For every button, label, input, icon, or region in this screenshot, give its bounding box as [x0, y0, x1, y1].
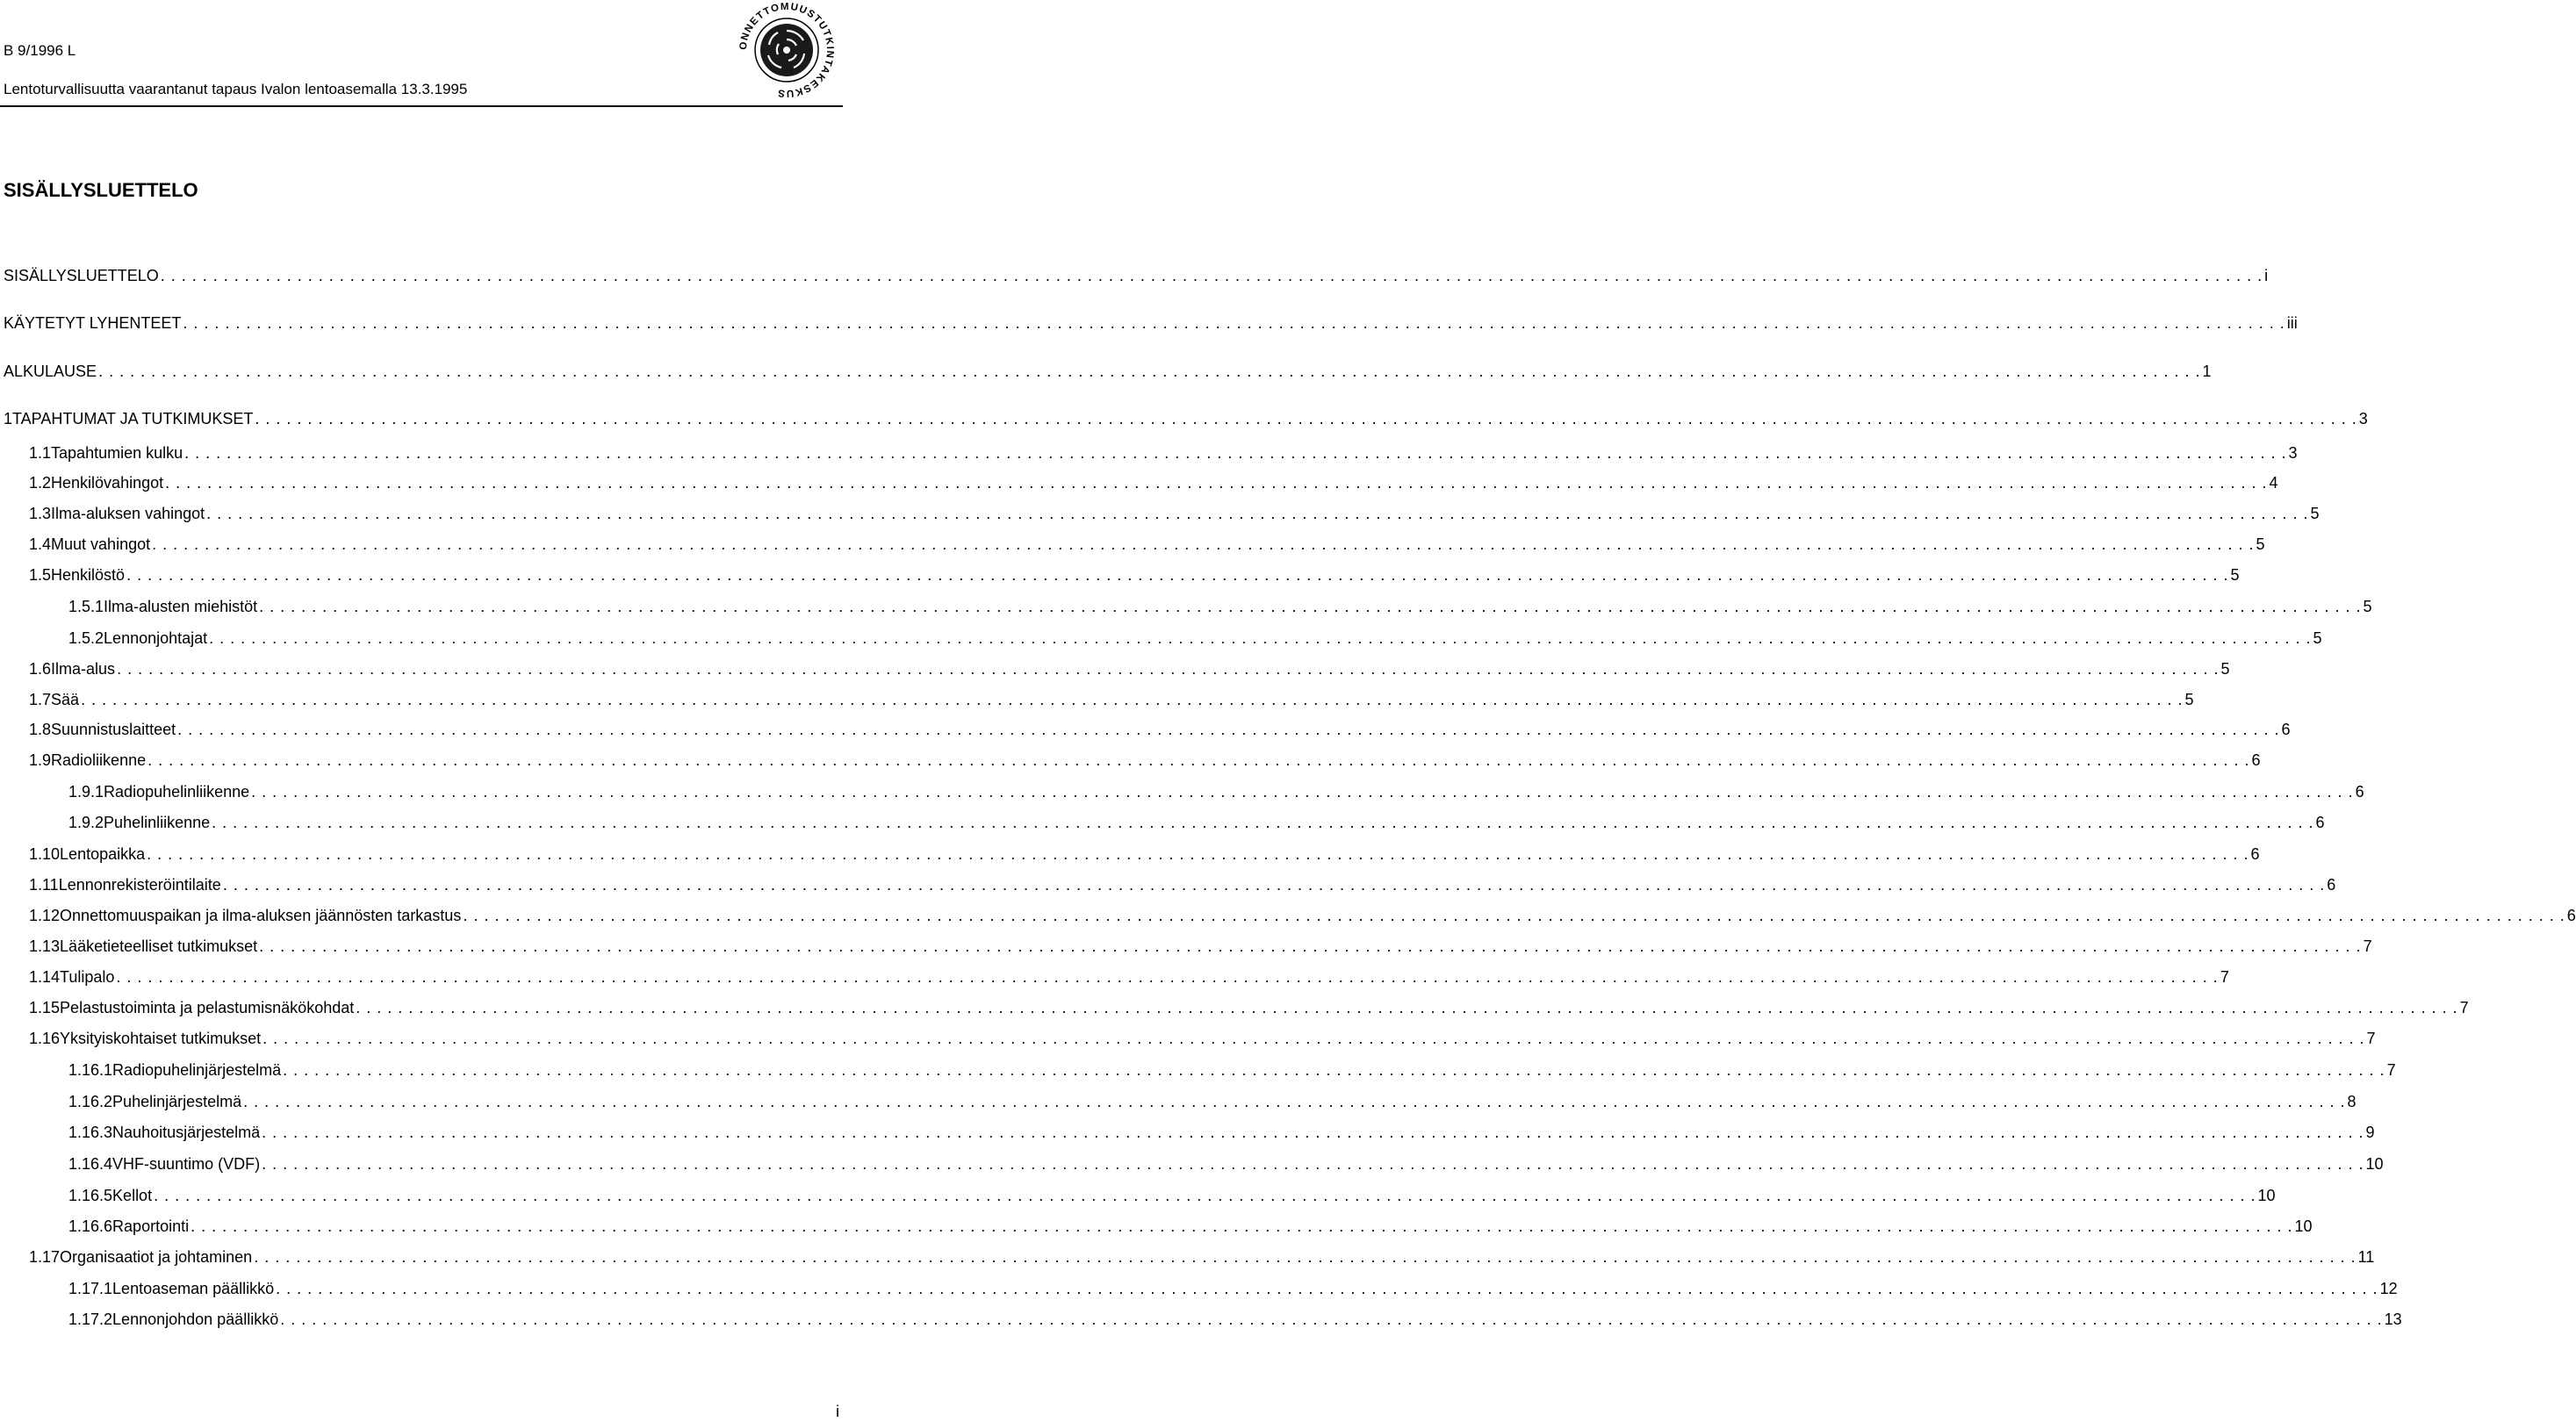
toc-dot-leader: . . . . . . . . . . . . . . . . . . . . . . . . . . . . . . . . . . . . . . . . . . . . . . . . . . . . . . . . . . . . . . . . . . . . . . . . . . . . . . . . . . . . . . . . . . . . . . . . . . . . . . . . . . . . . . . . . . . . . . . . . . . . . . . . . . . . . . . . . . . . . . . . . . . . . . . . . . . . . . . . . . . . . . . . . . . . . . . . . . . . . . . . . . . . . . . . . . . . . . . . [259, 598, 2362, 615]
toc-dot-leader: . . . . . . . . . . . . . . . . . . . . . . . . . . . . . . . . . . . . . . . . . . . . . . . . . . . . . . . . . . . . . . . . . . . . . . . . . . . . . . . . . . . . . . . . . . . . . . . . . . . . . . . . . . . . . . . . . . . . . . . . . . . . . . . . . . . . . . . . . . . . . . . . . . . . . . . . . . . . . . . . . . . . . . . . . . . . . . . . . . . . . . . . . . . . . . . . . . . . . . . . [209, 629, 2312, 647]
toc-entry-title: Puhelinjärjestelmä [112, 1093, 242, 1110]
toc-entry-page: 4 [2269, 474, 2278, 492]
toc-entry-number: 1.3 [29, 505, 52, 522]
toc-entry[interactable] [0, 562, 2240, 588]
toc-entry[interactable] [0, 686, 2194, 713]
toc-entry-number: 1.6 [29, 660, 52, 678]
toc-entry-number: 1.17.2 [68, 1311, 113, 1328]
toc-entry[interactable] [0, 358, 2212, 384]
toc-dot-leader: . . . . . . . . . . . . . . . . . . . . . . . . . . . . . . . . . . . . . . . . . . . . . . . . . . . . . . . . . . . . . . . . . . . . . . . . . . . . . . . . . . . . . . . . . . . . . . . . . . . . . . . . . . . . . . . . . . . . . . . . . . . . . . . . . . . . . . . . . . . . . . . . . . . . . . . . . . . . . . . . . . . . . . . . . . . . . . . . . . . . . . . . . . . . . . . . . . . . . . . . [280, 1311, 2383, 1328]
toc-entry[interactable] [0, 625, 2322, 651]
toc-entry-page: 9 [2365, 1124, 2375, 1141]
toc-entry-page: 1 [2202, 363, 2212, 380]
toc-dot-leader: . . . . . . . . . . . . . . . . . . . . . . . . . . . . . . . . . . . . . . . . . . . . . . . . . . . . . . . . . . . . . . . . . . . . . . . . . . . . . . . . . . . . . . . . . . . . . . . . . . . . . . . . . . . . . . . . . . . . . . . . . . . . . . . . . . . . . . . . . . . . . . . . . . . . . . . . . . . . . . . . . . . . . . . . . . . . . . . . . . . . . . . . . . . . . . . . . . . . . . . . [255, 410, 2357, 427]
toc-entry[interactable] [0, 500, 2320, 527]
toc-entry-page: 5 [2230, 566, 2240, 584]
toc-entry-line [29, 747, 2261, 773]
toc-entry-page: 6 [2566, 907, 2576, 924]
toc-entry-title: Pelastustoiminta ja pelastumisnäkökohdat [60, 999, 355, 1016]
toc-dot-leader: . . . . . . . . . . . . . . . . . . . . . . . . . . . . . . . . . . . . . . . . . . . . . . . . . . . . . . . . . . . . . . . . . . . . . . . . . . . . . . . . . . . . . . . . . . . . . . . . . . . . . . . . . . . . . . . . . . . . . . . . . . . . . . . . . . . . . . . . . . . . . . . . . . . . . . . . . . . . . . . . . . . . . . . . . . . . . . . . . . . . . . . . . . . . . . . . . . . . . . . . [212, 814, 2314, 831]
toc-entry-page: 5 [2313, 629, 2322, 647]
toc-entry-number: 1.5 [29, 566, 52, 584]
toc-entry-number: 1.5.2 [68, 629, 104, 647]
toc-dot-leader: . . . . . . . . . . . . . . . . . . . . . . . . . . . . . . . . . . . . . . . . . . . . . . . . . . . . . . . . . . . . . . . . . . . . . . . . . . . . . . . . . . . . . . . . . . . . . . . . . . . . . . . . . . . . . . . . . . . . . . . . . . . . . . . . . . . . . . . . . . . . . . . . . . . . . . . . . . . . . . . . . . . . . . . . . . . . . . . . . . . . . . . . . . . . . . . . . . . . . . . . [183, 314, 2285, 332]
toc-entry-number: 1.9.2 [68, 814, 104, 831]
toc-entry-line [68, 1182, 2276, 1209]
toc-entry[interactable] [0, 1275, 2398, 1302]
toc-entry-title: Ilma-alus [51, 660, 116, 678]
toc-entry-line [29, 716, 2291, 743]
toc-entry-title: Lennonjohdon päällikkö [112, 1311, 279, 1328]
toc-entry-title: Ilma-alusten miehistöt [104, 598, 258, 615]
toc-entry-page: 10 [2257, 1187, 2276, 1204]
toc-entry[interactable] [0, 809, 2325, 836]
toc-entry-page: 12 [2379, 1280, 2398, 1297]
toc-entry-line [68, 1088, 2357, 1115]
toc-entry-page: 5 [2220, 660, 2230, 678]
toc-entry-page: 7 [2363, 937, 2372, 955]
toc-entry-title: Tapahtumien kulku [51, 444, 183, 462]
toc-entry-page: 7 [2220, 968, 2229, 986]
toc-entry-title: Henkilöstö [51, 566, 126, 584]
toc-entry-title: Kellot [112, 1187, 153, 1204]
toc-dot-leader: . . . . . . . . . . . . . . . . . . . . . . . . . . . . . . . . . . . . . . . . . . . . . . . . . . . . . . . . . . . . . . . . . . . . . . . . . . . . . . . . . . . . . . . . . . . . . . . . . . . . . . . . . . . . . . . . . . . . . . . . . . . . . . . . . . . . . . . . . . . . . . . . . . . . . . . . . . . . . . . . . . . . . . . . . . . . . . . . . . . . . . . . . . . . . . . . . . . . . . . . [356, 999, 2458, 1016]
toc-entry[interactable] [0, 1088, 2357, 1115]
toc-entry-number: 1.17 [29, 1248, 61, 1266]
toc-entry[interactable] [0, 747, 2261, 773]
toc-entry-page: iii [2286, 314, 2298, 332]
toc-entry-title: Ilma-aluksen vahingot [51, 505, 205, 522]
toc-dot-leader: . . . . . . . . . . . . . . . . . . . . . . . . . . . . . . . . . . . . . . . . . . . . . . . . . . . . . . . . . . . . . . . . . . . . . . . . . . . . . . . . . . . . . . . . . . . . . . . . . . . . . . . . . . . . . . . . . . . . . . . . . . . . . . . . . . . . . . . . . . . . . . . . . . . . . . . . . . . . . . . . . . . . . . . . . . . . . . . . . . . . . . . . . . . . . . . . . . . . . . . . [152, 535, 2255, 553]
toc-entry-number: 1.16.5 [68, 1187, 113, 1204]
toc-entry-page: 3 [2288, 444, 2298, 462]
report-code: B 9/1996 L [4, 42, 76, 59]
toc-entry-line [29, 531, 2265, 557]
toc-dot-leader: . . . . . . . . . . . . . . . . . . . . . . . . . . . . . . . . . . . . . . . . . . . . . . . . . . . . . . . . . . . . . . . . . . . . . . . . . . . . . . . . . . . . . . . . . . . . . . . . . . . . . . . . . . . . . . . . . . . . . . . . . . . . . . . . . . . . . . . . . . . . . . . . . . . . . . . . . . . . . . . . . . . . . . . . . . . . . . . . . . . . . . . . . . . . . . . . . . . . . . . . [165, 474, 2268, 492]
toc-entry-line [4, 406, 2368, 432]
toc-entry-page: 6 [2327, 876, 2336, 894]
svg-text:ONNETTOMUUSTUTKINTAKESKUS: ONNETTOMUUSTUTKINTAKESKUS [738, 2, 836, 98]
toc-entry[interactable] [0, 1057, 2396, 1083]
toc-dot-leader: . . . . . . . . . . . . . . . . . . . . . . . . . . . . . . . . . . . . . . . . . . . . . . . . . . . . . . . . . . . . . . . . . . . . . . . . . . . . . . . . . . . . . . . . . . . . . . . . . . . . . . . . . . . . . . . . . . . . . . . . . . . . . . . . . . . . . . . . . . . . . . . . . . . . . . . . . . . . . . . . . . . . . . . . . . . . . . . . . . . . . . . . . . . . . . . . . . . . . . . . [148, 751, 2250, 769]
toc-dot-leader: . . . . . . . . . . . . . . . . . . . . . . . . . . . . . . . . . . . . . . . . . . . . . . . . . . . . . . . . . . . . . . . . . . . . . . . . . . . . . . . . . . . . . . . . . . . . . . . . . . . . . . . . . . . . . . . . . . . . . . . . . . . . . . . . . . . . . . . . . . . . . . . . . . . . . . . . . . . . . . . . . . . . . . . . . . . . . . . . . . . . . . . . . . . . . . . . . . . . . . . . [276, 1280, 2378, 1297]
toc-dot-leader: . . . . . . . . . . . . . . . . . . . . . . . . . . . . . . . . . . . . . . . . . . . . . . . . . . . . . . . . . . . . . . . . . . . . . . . . . . . . . . . . . . . . . . . . . . . . . . . . . . . . . . . . . . . . . . . . . . . . . . . . . . . . . . . . . . . . . . . . . . . . . . . . . . . . . . . . . . . . . . . . . . . . . . . . . . . . . . . . . . . . . . . . . . . . . . . . . . . . . . . . [177, 721, 2280, 738]
toc-entry-line [29, 562, 2240, 588]
toc-dot-leader: . . . . . . . . . . . . . . . . . . . . . . . . . . . . . . . . . . . . . . . . . . . . . . . . . . . . . . . . . . . . . . . . . . . . . . . . . . . . . . . . . . . . . . . . . . . . . . . . . . . . . . . . . . . . . . . . . . . . . . . . . . . . . . . . . . . . . . . . . . . . . . . . . . . . . . . . . . . . . . . . . . . . . . . . . . . . . . . . . . . . . . . . . . . . . . . . . . . . . . . . [262, 1155, 2364, 1173]
toc-entry-line [29, 902, 2576, 929]
toc-entry-number: 1.1 [29, 444, 52, 462]
toc-dot-leader: . . . . . . . . . . . . . . . . . . . . . . . . . . . . . . . . . . . . . . . . . . . . . . . . . . . . . . . . . . . . . . . . . . . . . . . . . . . . . . . . . . . . . . . . . . . . . . . . . . . . . . . . . . . . . . . . . . . . . . . . . . . . . . . . . . . . . . . . . . . . . . . . . . . . . . . . . . . . . . . . . . . . . . . . . . . . . . . . . . . . . . . . . . . . . . . . . . . . . . . . [154, 1187, 2256, 1204]
toc-entry-title: ALKULAUSE [4, 363, 97, 380]
toc-entry-number: 1.7 [29, 691, 52, 708]
toc-dot-leader: . . . . . . . . . . . . . . . . . . . . . . . . . . . . . . . . . . . . . . . . . . . . . . . . . . . . . . . . . . . . . . . . . . . . . . . . . . . . . . . . . . . . . . . . . . . . . . . . . . . . . . . . . . . . . . . . . . . . . . . . . . . . . . . . . . . . . . . . . . . . . . . . . . . . . . . . . . . . . . . . . . . . . . . . . . . . . . . . . . . . . . . . . . . . . . . . . . . . . . . . [184, 444, 2287, 462]
toc-entry-line [29, 841, 2260, 867]
toc-entry-line [29, 1244, 2375, 1270]
toc-entry-page: 5 [2256, 535, 2265, 553]
toc-entry-title: VHF-suuntimo (VDF) [112, 1155, 261, 1173]
toc-entry-page: 7 [2459, 999, 2469, 1016]
toc-entry-number: 1.16.4 [68, 1155, 113, 1173]
toc-entry-number: 1.16.3 [68, 1124, 113, 1141]
toc-entry[interactable] [0, 1025, 2376, 1052]
toc-dot-leader: . . . . . . . . . . . . . . . . . . . . . . . . . . . . . . . . . . . . . . . . . . . . . . . . . . . . . . . . . . . . . . . . . . . . . . . . . . . . . . . . . . . . . . . . . . . . . . . . . . . . . . . . . . . . . . . . . . . . . . . . . . . . . . . . . . . . . . . . . . . . . . . . . . . . . . . . . . . . . . . . . . . . . . . . . . . . . . . . . . . . . . . . . . . . . . . . . . . . . . . . [117, 660, 2220, 678]
toc-dot-leader: . . . . . . . . . . . . . . . . . . . . . . . . . . . . . . . . . . . . . . . . . . . . . . . . . . . . . . . . . . . . . . . . . . . . . . . . . . . . . . . . . . . . . . . . . . . . . . . . . . . . . . . . . . . . . . . . . . . . . . . . . . . . . . . . . . . . . . . . . . . . . . . . . . . . . . . . . . . . . . . . . . . . . . . . . . . . . . . . . . . . . . . . . . . . . . . . . . . . . . . . [262, 1124, 2364, 1141]
toc-dot-leader: . . . . . . . . . . . . . . . . . . . . . . . . . . . . . . . . . . . . . . . . . . . . . . . . . . . . . . . . . . . . . . . . . . . . . . . . . . . . . . . . . . . . . . . . . . . . . . . . . . . . . . . . . . . . . . . . . . . . . . . . . . . . . . . . . . . . . . . . . . . . . . . . . . . . . . . . . . . . . . . . . . . . . . . . . . . . . . . . . . . . . . . . . . . . . . . . . . . . . . . . [191, 1217, 2293, 1235]
toc-entry-title: Lääketieteelliset tutkimukset [60, 937, 258, 955]
toc-entry-page: 10 [2365, 1155, 2384, 1173]
toc-dot-leader: . . . . . . . . . . . . . . . . . . . . . . . . . . . . . . . . . . . . . . . . . . . . . . . . . . . . . . . . . . . . . . . . . . . . . . . . . . . . . . . . . . . . . . . . . . . . . . . . . . . . . . . . . . . . . . . . . . . . . . . . . . . . . . . . . . . . . . . . . . . . . . . . . . . . . . . . . . . . . . . . . . . . . . . . . . . . . . . . . . . . . . . . . . . . . . . . . . . . . . . . [81, 691, 2184, 708]
toc-dot-leader: . . . . . . . . . . . . . . . . . . . . . . . . . . . . . . . . . . . . . . . . . . . . . . . . . . . . . . . . . . . . . . . . . . . . . . . . . . . . . . . . . . . . . . . . . . . . . . . . . . . . . . . . . . . . . . . . . . . . . . . . . . . . . . . . . . . . . . . . . . . . . . . . . . . . . . . . . . . . . . . . . . . . . . . . . . . . . . . . . . . . . . . . . . . . . . . . . . . . . . . . [259, 937, 2362, 955]
toc-entry-line [68, 1151, 2384, 1177]
toc-entry-line [29, 933, 2372, 959]
toc-entry-title: Yksityiskohtaiset tutkimukset [60, 1030, 262, 1047]
toc-entry-number: 1.14 [29, 968, 61, 986]
toc-entry[interactable] [0, 1213, 2313, 1239]
toc-entry-title: Organisaatiot ja johtaminen [60, 1248, 253, 1266]
toc-entry-number: 1.16 [29, 1030, 61, 1047]
toc-entry-line [29, 686, 2194, 713]
toc-dot-leader: . . . . . . . . . . . . . . . . . . . . . . . . . . . . . . . . . . . . . . . . . . . . . . . . . . . . . . . . . . . . . . . . . . . . . . . . . . . . . . . . . . . . . . . . . . . . . . . . . . . . . . . . . . . . . . . . . . . . . . . . . . . . . . . . . . . . . . . . . . . . . . . . . . . . . . . . . . . . . . . . . . . . . . . . . . . . . . . . . . . . . . . . . . . . . . . . . . . . . . . . [206, 505, 2309, 522]
toc-entry-title: Onnettomuuspaikan ja ilma-aluksen jäännösten tarkastus [60, 907, 462, 924]
toc-entry-line [29, 470, 2278, 496]
toc-entry-number: 1.2 [29, 474, 52, 492]
toc-entry[interactable] [0, 440, 2298, 466]
toc-entry-line [4, 262, 2269, 289]
toc-entry-page: 7 [2386, 1061, 2396, 1079]
toc-entry-number: 1.15 [29, 999, 61, 1016]
toc-entry-title: Nauhoitusjärjestelmä [112, 1124, 261, 1141]
toc-entry[interactable] [0, 470, 2278, 496]
toc-entry-title: Suunnistuslaitteet [51, 721, 176, 738]
toc-dot-leader: . . . . . . . . . . . . . . . . . . . . . . . . . . . . . . . . . . . . . . . . . . . . . . . . . . . . . . . . . . . . . . . . . . . . . . . . . . . . . . . . . . . . . . . . . . . . . . . . . . . . . . . . . . . . . . . . . . . . . . . . . . . . . . . . . . . . . . . . . . . . . . . . . . . . . . . . . . . . . . . . . . . . . . . . . . . . . . . . . . . . . . . . . . . . . . . . . . . . . . . . [283, 1061, 2385, 1079]
toc-entry-page: 11 [2357, 1248, 2375, 1266]
toc-entry-line [29, 1025, 2376, 1052]
toc-entry-page: 7 [2366, 1030, 2376, 1047]
toc-entry-title: SISÄLLYSLUETTELO [4, 267, 159, 284]
toc-entry-line [68, 1306, 2402, 1332]
toc-entry-title: Lennonrekisteröintilaite [58, 876, 221, 894]
document-heading: SISÄLLYSLUETTELO [4, 179, 198, 201]
toc-entry[interactable] [0, 406, 2368, 432]
toc-dot-leader: . . . . . . . . . . . . . . . . . . . . . . . . . . . . . . . . . . . . . . . . . . . . . . . . . . . . . . . . . . . . . . . . . . . . . . . . . . . . . . . . . . . . . . . . . . . . . . . . . . . . . . . . . . . . . . . . . . . . . . . . . . . . . . . . . . . . . . . . . . . . . . . . . . . . . . . . . . . . . . . . . . . . . . . . . . . . . . . . . . . . . . . . . . . . . . . . . . . . . . . . [243, 1093, 2346, 1110]
toc-entry-line [68, 593, 2372, 620]
toc-entry[interactable] [0, 1182, 2276, 1209]
toc-entry[interactable] [0, 841, 2260, 867]
toc-dot-leader: . . . . . . . . . . . . . . . . . . . . . . . . . . . . . . . . . . . . . . . . . . . . . . . . . . . . . . . . . . . . . . . . . . . . . . . . . . . . . . . . . . . . . . . . . . . . . . . . . . . . . . . . . . . . . . . . . . . . . . . . . . . . . . . . . . . . . . . . . . . . . . . . . . . . . . . . . . . . . . . . . . . . . . . . . . . . . . . . . . . . . . . . . . . . . . . . . . . . . . . . [263, 1030, 2365, 1047]
toc-entry-line [68, 1119, 2375, 1146]
toc-entry-page: 10 [2294, 1217, 2313, 1235]
toc-entry[interactable] [0, 531, 2265, 557]
toc-entry-page: 13 [2384, 1311, 2402, 1328]
toc-entry-title: Sää [51, 691, 80, 708]
toc-dot-leader: . . . . . . . . . . . . . . . . . . . . . . . . . . . . . . . . . . . . . . . . . . . . . . . . . . . . . . . . . . . . . . . . . . . . . . . . . . . . . . . . . . . . . . . . . . . . . . . . . . . . . . . . . . . . . . . . . . . . . . . . . . . . . . . . . . . . . . . . . . . . . . . . . . . . . . . . . . . . . . . . . . . . . . . . . . . . . . . . . . . . . . . . . . . . . . . . . . . . . . . . [254, 1248, 2357, 1266]
toc-entry-line [29, 656, 2230, 682]
toc-entry[interactable] [0, 964, 2229, 990]
toc-entry[interactable] [0, 716, 2291, 743]
toc-entry-number: 1.16.1 [68, 1061, 113, 1079]
toc-entry[interactable] [0, 656, 2230, 682]
toc-dot-leader: . . . . . . . . . . . . . . . . . . . . . . . . . . . . . . . . . . . . . . . . . . . . . . . . . . . . . . . . . . . . . . . . . . . . . . . . . . . . . . . . . . . . . . . . . . . . . . . . . . . . . . . . . . . . . . . . . . . . . . . . . . . . . . . . . . . . . . . . . . . . . . . . . . . . . . . . . . . . . . . . . . . . . . . . . . . . . . . . . . . . . . . . . . . . . . . . . . . . . . . . [147, 845, 2249, 863]
toc-entry-title: Radiopuhelinjärjestelmä [112, 1061, 282, 1079]
toc-entry[interactable] [0, 1151, 2384, 1177]
toc-entry-page: 3 [2358, 410, 2368, 427]
toc-entry-title: Raportointi [112, 1217, 190, 1235]
toc-entry-line [29, 872, 2336, 898]
toc-entry-number: 1.12 [29, 907, 61, 924]
toc-entry-title: Radioliikenne [51, 751, 147, 769]
toc-entry-page: 8 [2347, 1093, 2357, 1110]
toc-entry-page: 6 [2315, 814, 2325, 831]
toc-entry-title: Lennonjohtajat [104, 629, 208, 647]
toc-entry-page: 5 [2310, 505, 2320, 522]
toc-entry-title: Muut vahingot [51, 535, 151, 553]
toc-entry-number: 1.9.1 [68, 783, 104, 801]
toc-entry-page: i [2264, 267, 2269, 284]
toc-entry-number: 1.11 [29, 876, 59, 894]
toc-entry-title: Henkilövahingot [51, 474, 164, 492]
toc-entry-line [29, 500, 2320, 527]
toc-entry[interactable] [0, 872, 2336, 898]
report-title: Lentoturvallisuutta vaarantanut tapaus Ivalon lentoasemalla 13.3.1995 [4, 81, 468, 97]
toc-entry-title: Puhelinliikenne [104, 814, 211, 831]
toc-dot-leader: . . . . . . . . . . . . . . . . . . . . . . . . . . . . . . . . . . . . . . . . . . . . . . . . . . . . . . . . . . . . . . . . . . . . . . . . . . . . . . . . . . . . . . . . . . . . . . . . . . . . . . . . . . . . . . . . . . . . . . . . . . . . . . . . . . . . . . . . . . . . . . . . . . . . . . . . . . . . . . . . . . . . . . . . . . . . . . . . . . . . . . . . . . . . . . . . . . . . . . . . [98, 363, 2201, 380]
toc-entry-number: 1.8 [29, 721, 52, 738]
toc-entry-number: 1.10 [29, 845, 61, 863]
toc-entry[interactable] [0, 1119, 2375, 1146]
toc-dot-leader: . . . . . . . . . . . . . . . . . . . . . . . . . . . . . . . . . . . . . . . . . . . . . . . . . . . . . . . . . . . . . . . . . . . . . . . . . . . . . . . . . . . . . . . . . . . . . . . . . . . . . . . . . . . . . . . . . . . . . . . . . . . . . . . . . . . . . . . . . . . . . . . . . . . . . . . . . . . . . . . . . . . . . . . . . . . . . . . . . . . . . . . . . . . . . . . . . . . . . . . . [251, 783, 2354, 801]
page-number: i [836, 1403, 839, 1420]
toc-entry[interactable] [0, 779, 2364, 805]
toc-entry[interactable] [0, 262, 2269, 289]
toc-entry-page: 5 [2184, 691, 2194, 708]
toc-dot-leader: . . . . . . . . . . . . . . . . . . . . . . . . . . . . . . . . . . . . . . . . . . . . . . . . . . . . . . . . . . . . . . . . . . . . . . . . . . . . . . . . . . . . . . . . . . . . . . . . . . . . . . . . . . . . . . . . . . . . . . . . . . . . . . . . . . . . . . . . . . . . . . . . . . . . . . . . . . . . . . . . . . . . . . . . . . . . . . . . . . . . . . . . . . . . . . . . . . . . . . . . [463, 907, 2565, 924]
toc-entry-page: 6 [2355, 783, 2364, 801]
toc-entry[interactable] [0, 310, 2298, 336]
toc-entry[interactable] [0, 995, 2469, 1021]
toc-entry-title: Lentoaseman päällikkö [112, 1280, 275, 1297]
toc-entry-line [29, 964, 2229, 990]
toc-entry-title: Tulipalo [60, 968, 115, 986]
toc-dot-leader: . . . . . . . . . . . . . . . . . . . . . . . . . . . . . . . . . . . . . . . . . . . . . . . . . . . . . . . . . . . . . . . . . . . . . . . . . . . . . . . . . . . . . . . . . . . . . . . . . . . . . . . . . . . . . . . . . . . . . . . . . . . . . . . . . . . . . . . . . . . . . . . . . . . . . . . . . . . . . . . . . . . . . . . . . . . . . . . . . . . . . . . . . . . . . . . . . . . . . . . . [222, 876, 2326, 894]
toc-entry-title: KÄYTETYT LYHENTEET [4, 314, 182, 332]
toc-entry-line [4, 310, 2298, 336]
toc-dot-leader: . . . . . . . . . . . . . . . . . . . . . . . . . . . . . . . . . . . . . . . . . . . . . . . . . . . . . . . . . . . . . . . . . . . . . . . . . . . . . . . . . . . . . . . . . . . . . . . . . . . . . . . . . . . . . . . . . . . . . . . . . . . . . . . . . . . . . . . . . . . . . . . . . . . . . . . . . . . . . . . . . . . . . . . . . . . . . . . . . . . . . . . . . . . . . . . . . . . . . . . . [160, 267, 2263, 284]
toc-entry-title: TAPAHTUMAT JA TUTKIMUKSET [12, 410, 254, 427]
toc-entry-number: 1.5.1 [68, 598, 104, 615]
toc-entry-number: 1.16.6 [68, 1217, 113, 1235]
toc-entry-title: Lentopaikka [60, 845, 146, 863]
toc-dot-leader: . . . . . . . . . . . . . . . . . . . . . . . . . . . . . . . . . . . . . . . . . . . . . . . . . . . . . . . . . . . . . . . . . . . . . . . . . . . . . . . . . . . . . . . . . . . . . . . . . . . . . . . . . . . . . . . . . . . . . . . . . . . . . . . . . . . . . . . . . . . . . . . . . . . . . . . . . . . . . . . . . . . . . . . . . . . . . . . . . . . . . . . . . . . . . . . . . . . . . . . . [116, 968, 2219, 986]
toc-entry-line [68, 809, 2325, 836]
toc-entry[interactable] [0, 593, 2372, 620]
toc-dot-leader: . . . . . . . . . . . . . . . . . . . . . . . . . . . . . . . . . . . . . . . . . . . . . . . . . . . . . . . . . . . . . . . . . . . . . . . . . . . . . . . . . . . . . . . . . . . . . . . . . . . . . . . . . . . . . . . . . . . . . . . . . . . . . . . . . . . . . . . . . . . . . . . . . . . . . . . . . . . . . . . . . . . . . . . . . . . . . . . . . . . . . . . . . . . . . . . . . . . . . . . . [126, 566, 2229, 584]
toc-entry-line [29, 440, 2298, 466]
toc-entry-line [68, 779, 2364, 805]
toc-entry-number: 1.13 [29, 937, 61, 955]
toc-entry-line [68, 1275, 2398, 1302]
toc-entry-page: 6 [2250, 845, 2260, 863]
toc-entry[interactable] [0, 902, 2576, 929]
toc-entry[interactable] [0, 933, 2372, 959]
toc-entry[interactable] [0, 1306, 2402, 1332]
toc-entry-line [4, 358, 2212, 384]
toc-entry-number: 1 [4, 410, 13, 427]
toc-entry-title: Radiopuhelinliikenne [104, 783, 250, 801]
toc-entry-number: 1.4 [29, 535, 52, 553]
toc-entry-number: 1.17.1 [68, 1280, 113, 1297]
toc-entry[interactable] [0, 1244, 2375, 1270]
toc-entry-line [68, 1057, 2396, 1083]
toc-entry-number: 1.9 [29, 751, 52, 769]
toc-entry-page: 5 [2363, 598, 2372, 615]
toc-entry-line [68, 1213, 2313, 1239]
toc-entry-line [68, 625, 2322, 651]
toc-entry-page: 6 [2281, 721, 2291, 738]
toc-entry-page: 6 [2251, 751, 2261, 769]
toc-entry-number: 1.16.2 [68, 1093, 113, 1110]
toc-entry-line [29, 995, 2469, 1021]
